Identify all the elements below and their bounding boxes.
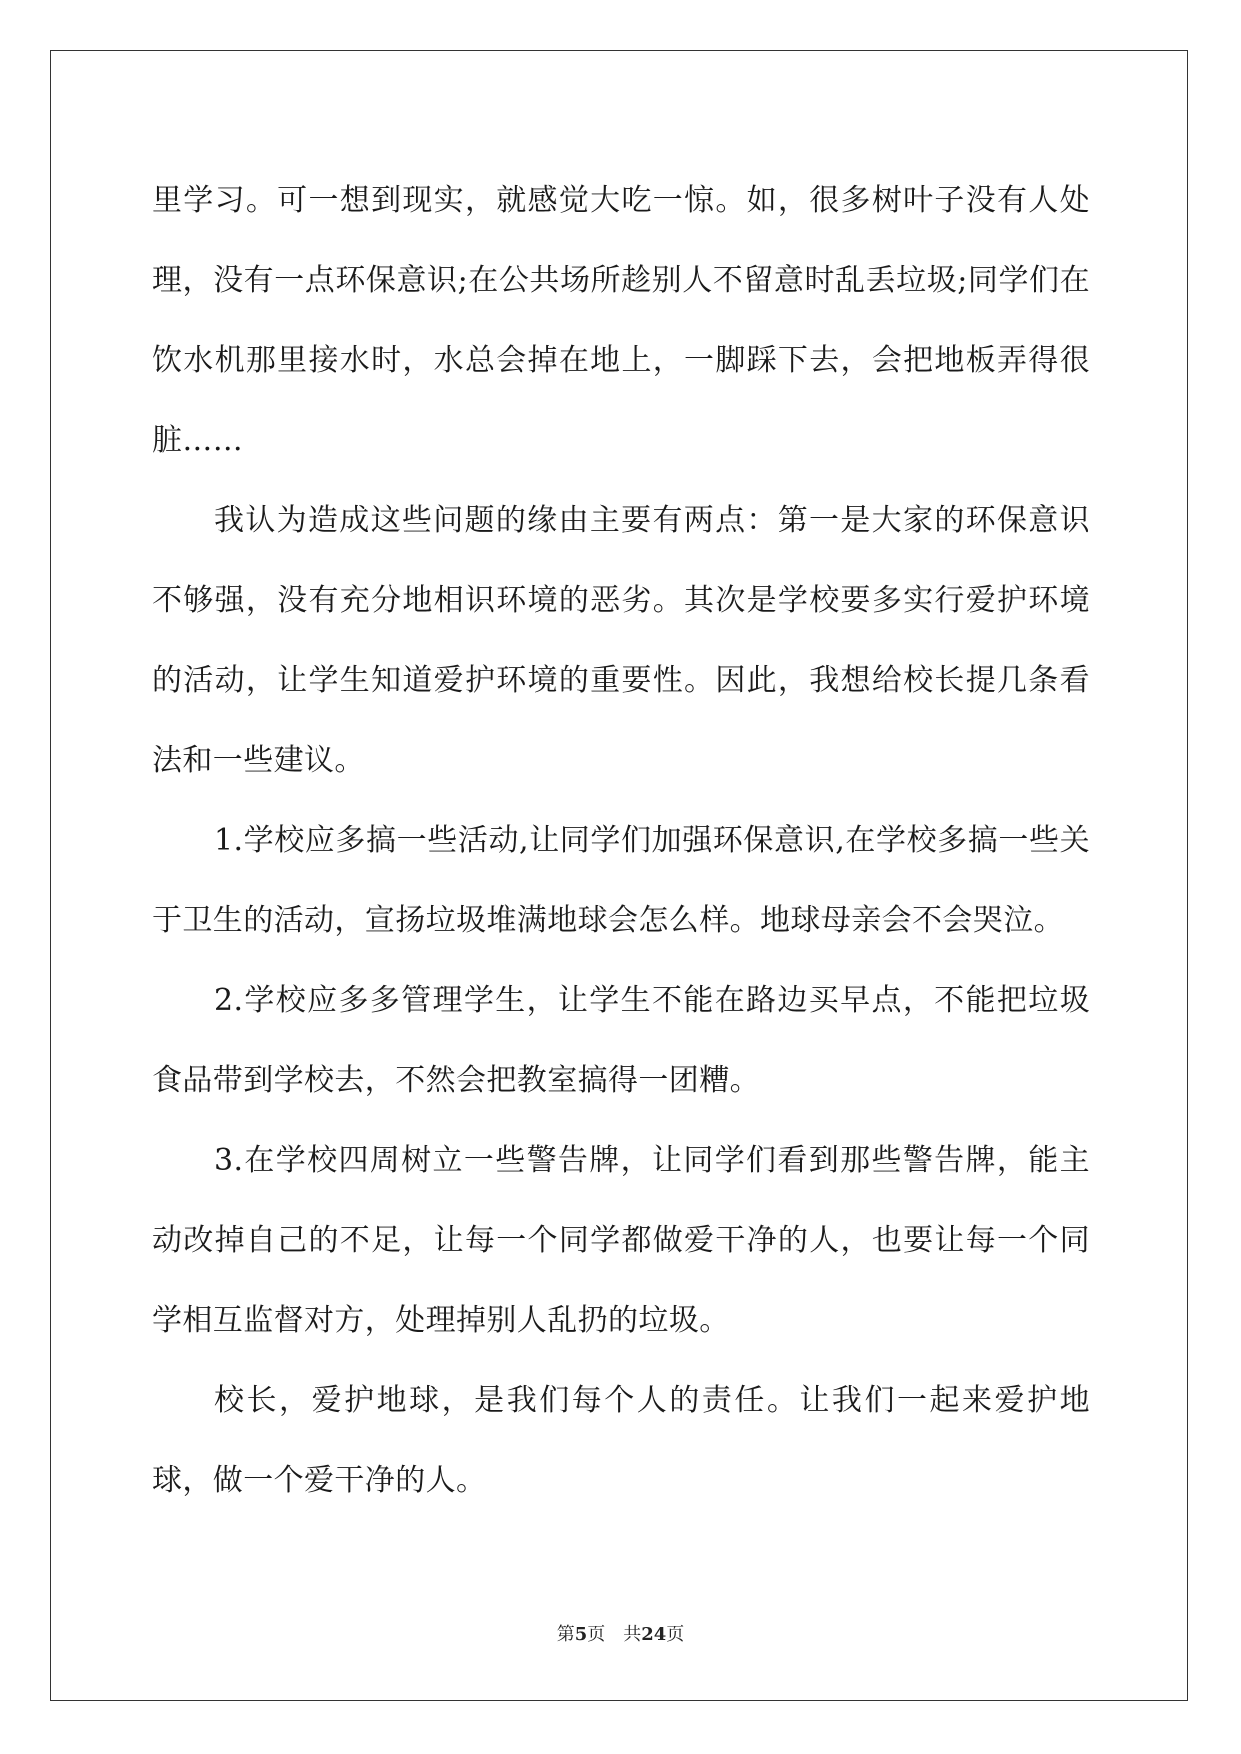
paragraph-3: 1.学校应多搞一些活动,让同学们加强环保意识,在学校多搞一些关于卫生的活动，宣扬垃圾堆满地球会怎么样。地球母亲会不会哭泣。 [152,823,1090,938]
footer-page-suffix: 页 [587,1624,606,1645]
page-footer [0,1620,1241,1646]
footer-total-pages: 24 [641,1624,667,1645]
paragraph-6: 校长，爱护地球，是我们每个人的责任。让我们一起来爱护地球，做一个爱干净的人。 [152,1383,1090,1498]
paragraph-2: 我认为造成这些问题的缘由主要有两点：第一是大家的环保意识不够强，没有充分地相识环境的恶劣。其次是学校要多实行爱护环境的活动，让学生知道爱护环境的重要性。因此，我想给校长提几条看法和一些建议。 [152,503,1090,778]
paragraph-5: 3.在学校四周树立一些警告牌，让同学们看到那些警告牌，能主动改掉自己的不足，让每一个同学都做爱干净的人，也要让每一个同学相互监督对方，处理掉别人乱扔的垃圾。 [152,1143,1090,1338]
paragraph-1: 里学习。可一想到现实，就感觉大吃一惊。如，很多树叶子没有人处理，没有一点环保意识;在公共场所趁别人不留意时乱丢垃圾;同学们在饮水机那里接水时，水总会掉在地上，一脚踩下去，会把地板弄得很脏…… [152,183,1090,458]
paragraph-4: 2.学校应多多管理学生，让学生不能在路边买早点，不能把垃圾食品带到学校去，不然会把教室搞得一团糟。 [152,983,1090,1098]
document-body [152,161,1090,1521]
footer-page-number: 5 [574,1624,588,1645]
footer-total-suffix: 页 [666,1624,685,1645]
footer-page-prefix: 第 [556,1624,575,1645]
footer-total-prefix: 共 [623,1624,642,1645]
